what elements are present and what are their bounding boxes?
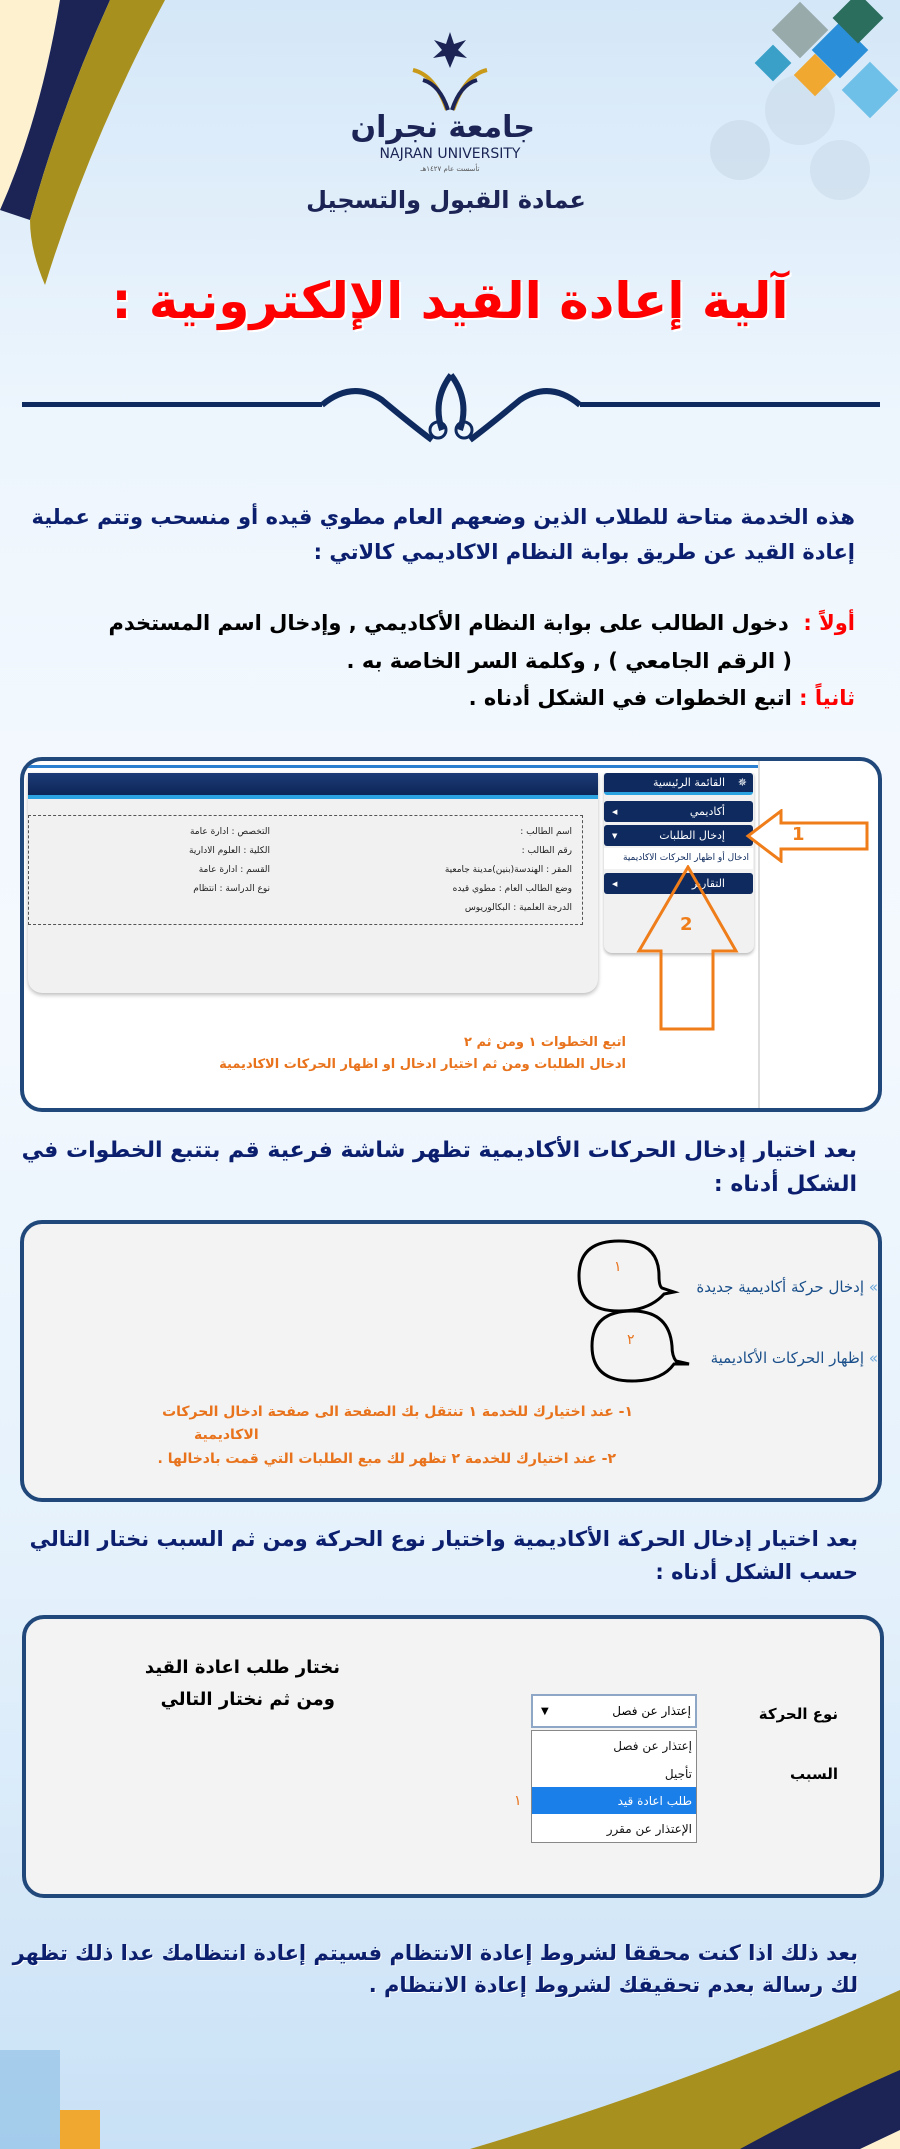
dropdown-arrow-icon[interactable]: ▼: [541, 1705, 549, 1717]
field-study-type: نوع الدراسة : انتظام: [193, 884, 270, 894]
field-degree: الدرجة العلمية : البكالوريوس: [464, 903, 572, 913]
arrow-up-icon: [636, 865, 740, 1033]
field-campus: المقر : الهندسة(بنين)مدينة جامعية: [444, 865, 572, 875]
logo-english-name: NAJRAN UNIVERSITY: [379, 146, 521, 162]
double-chevron-icon: »: [868, 1278, 878, 1296]
intro-line-2: إعادة القيد عن طريق بوابة النظام الاكاديمي كالاتي :: [313, 540, 855, 564]
deanship-name: عمادة القبول والتسجيل: [306, 186, 586, 214]
link-new-academic-movement[interactable]: » إدخال حركة أكاديمية جديدة: [696, 1278, 878, 1296]
dropdown-option[interactable]: إعتذار عن فصل: [613, 1738, 692, 1753]
logo-icon: ✵: [737, 776, 747, 789]
figure2-note-1b: الاكاديمية: [194, 1427, 259, 1443]
dropdown-option[interactable]: الإعتذار عن مقرر: [606, 1821, 692, 1836]
corner-swoosh-bottom-right: [0, 1990, 900, 2149]
field-status: وضع الطالب العام : مطوي قيده: [452, 884, 572, 894]
menu-subitem-academic-movements[interactable]: ادخال أو اظهار الحركات الاكاديمية: [604, 848, 753, 869]
menu-item-reports[interactable]: التقارير ◀: [604, 873, 753, 894]
reason-label: السبب: [789, 1765, 838, 1783]
arrow-left-icon: [745, 809, 871, 863]
instruction-line-1: نختار طلب اعادة القيد: [144, 1657, 340, 1678]
speech-bubble-1: [574, 1236, 704, 1316]
intro-line-1: هذه الخدمة متاحة للطلاب الذين وضعهم العام مطوي قيده أو منسحب وتتم عملية: [31, 505, 855, 529]
field-student-name: اسم الطالب :: [520, 827, 572, 837]
dropdown-option[interactable]: تأجيل: [664, 1766, 692, 1781]
heading3-line-1: بعد اختيار إدخال الحركة الأكاديمية واختيار نوع الحركة ومن ثم السبب نختار التالي: [29, 1527, 858, 1551]
menu-header: القائمة الرئيسية ✵: [604, 773, 753, 795]
caret-down-icon: ▼: [612, 831, 618, 840]
corner-swoosh-top-left: [0, 0, 180, 290]
step-first-text-2: ( الرقم الجامعي ) , وكلمة السر الخاصة به .: [346, 649, 792, 673]
step-second-text: اتبع الخطوات في الشكل أدناه .: [468, 686, 792, 710]
figure2-note-2: ٢- عند اختيارك للخدمة ٢ تظهر لك مبع الطلبات التي قمت بادخالها .: [157, 1451, 616, 1467]
caret-left-icon: ◀: [612, 879, 618, 888]
arrow1-label: 1: [792, 824, 805, 845]
field-student-number: رقم الطالب :: [521, 846, 572, 856]
arrow2-label: 2: [680, 914, 693, 935]
step-second-label: ثانياً :: [799, 686, 855, 710]
heading2-line-2: الشكل أدناه :: [713, 1172, 857, 1197]
field-college: الكلية : العلوم الادارية: [189, 846, 270, 856]
dropdown-option-selected[interactable]: طلب اعادة قيد: [532, 1787, 696, 1814]
field-department: القسم : ادارة عامة: [198, 865, 270, 875]
heading3-line-2: حسب الشكل أدناه :: [655, 1560, 858, 1584]
step-second: [469, 686, 855, 710]
menu-item-requests[interactable]: إدخال الطلبات ▼: [604, 825, 753, 846]
dropdown-list: [531, 1730, 697, 1843]
footer-line-2: لك رسالة بعدم تحقيقك لشروط إعادة الانتظام .: [368, 1973, 858, 1997]
bubble2-number: ٢: [627, 1332, 635, 1348]
double-chevron-icon: »: [868, 1349, 878, 1367]
main-panel: [28, 773, 598, 993]
instruction-line-2: ومن ثم نختار التالي: [160, 1689, 335, 1710]
page-title: آلية إعادة القيد الإلكترونية :: [111, 272, 789, 330]
figure2-note-1: ١- عند اختيارك للخدمة ١ تنتقل بك الصفحة الى صفحة ادخال الحركات: [162, 1404, 633, 1420]
movement-type-select[interactable]: إعتذار عن فصل ▼: [531, 1694, 697, 1728]
step-first-text: دخول الطالب على بوابة النظام الأكاديمي , وإدخال اسم المستخدم: [108, 611, 789, 635]
logo-founded: تأسست عام ١٤٢٧هـ: [420, 165, 480, 173]
link-show-academic-movements[interactable]: » إظهار الحركات الأكاديمية: [710, 1349, 878, 1367]
figure1-note-1: اتبع الخطوات ١ ومن ثم ٢: [464, 1035, 626, 1050]
field-major: التخصص : ادارة عامة: [189, 827, 270, 837]
bubble1-number: ١: [614, 1259, 622, 1275]
footer-line-1: بعد ذلك اذا كنت محققا لشروط إعادة الانتظام فسيتم إعادة انتظامك عدا ذلك تظهر: [12, 1941, 858, 1965]
ornament-divider: [22, 370, 880, 445]
caret-left-icon: ◀: [612, 807, 618, 816]
step-first-label: أولاً :: [803, 611, 855, 635]
step-first: [108, 611, 855, 635]
figure1-note-2: ادخال الطلبات ومن ثم اختيار ادخال او اظهار الحركات الاكاديمية: [219, 1057, 626, 1072]
speech-bubble-2: [584, 1306, 714, 1386]
figure-academic-movements: [20, 1220, 882, 1502]
heading2-line-1: بعد اختيار إدخال الحركات الأكاديمية تظهر شاشة فرعية قم بتتبع الخطوات في: [21, 1138, 857, 1163]
menu-item-academic[interactable]: أكاديمي ◀: [604, 801, 753, 822]
university-logo: [405, 30, 495, 112]
logo-arabic-name: جامعة نجران: [350, 110, 535, 145]
figure-movement-form: [22, 1615, 884, 1898]
selection-marker: ١: [514, 1793, 522, 1809]
geometric-decoration-top-right: [650, 0, 900, 230]
figure-portal-menu: [20, 757, 882, 1112]
movement-type-label: نوع الحركة: [758, 1705, 838, 1723]
